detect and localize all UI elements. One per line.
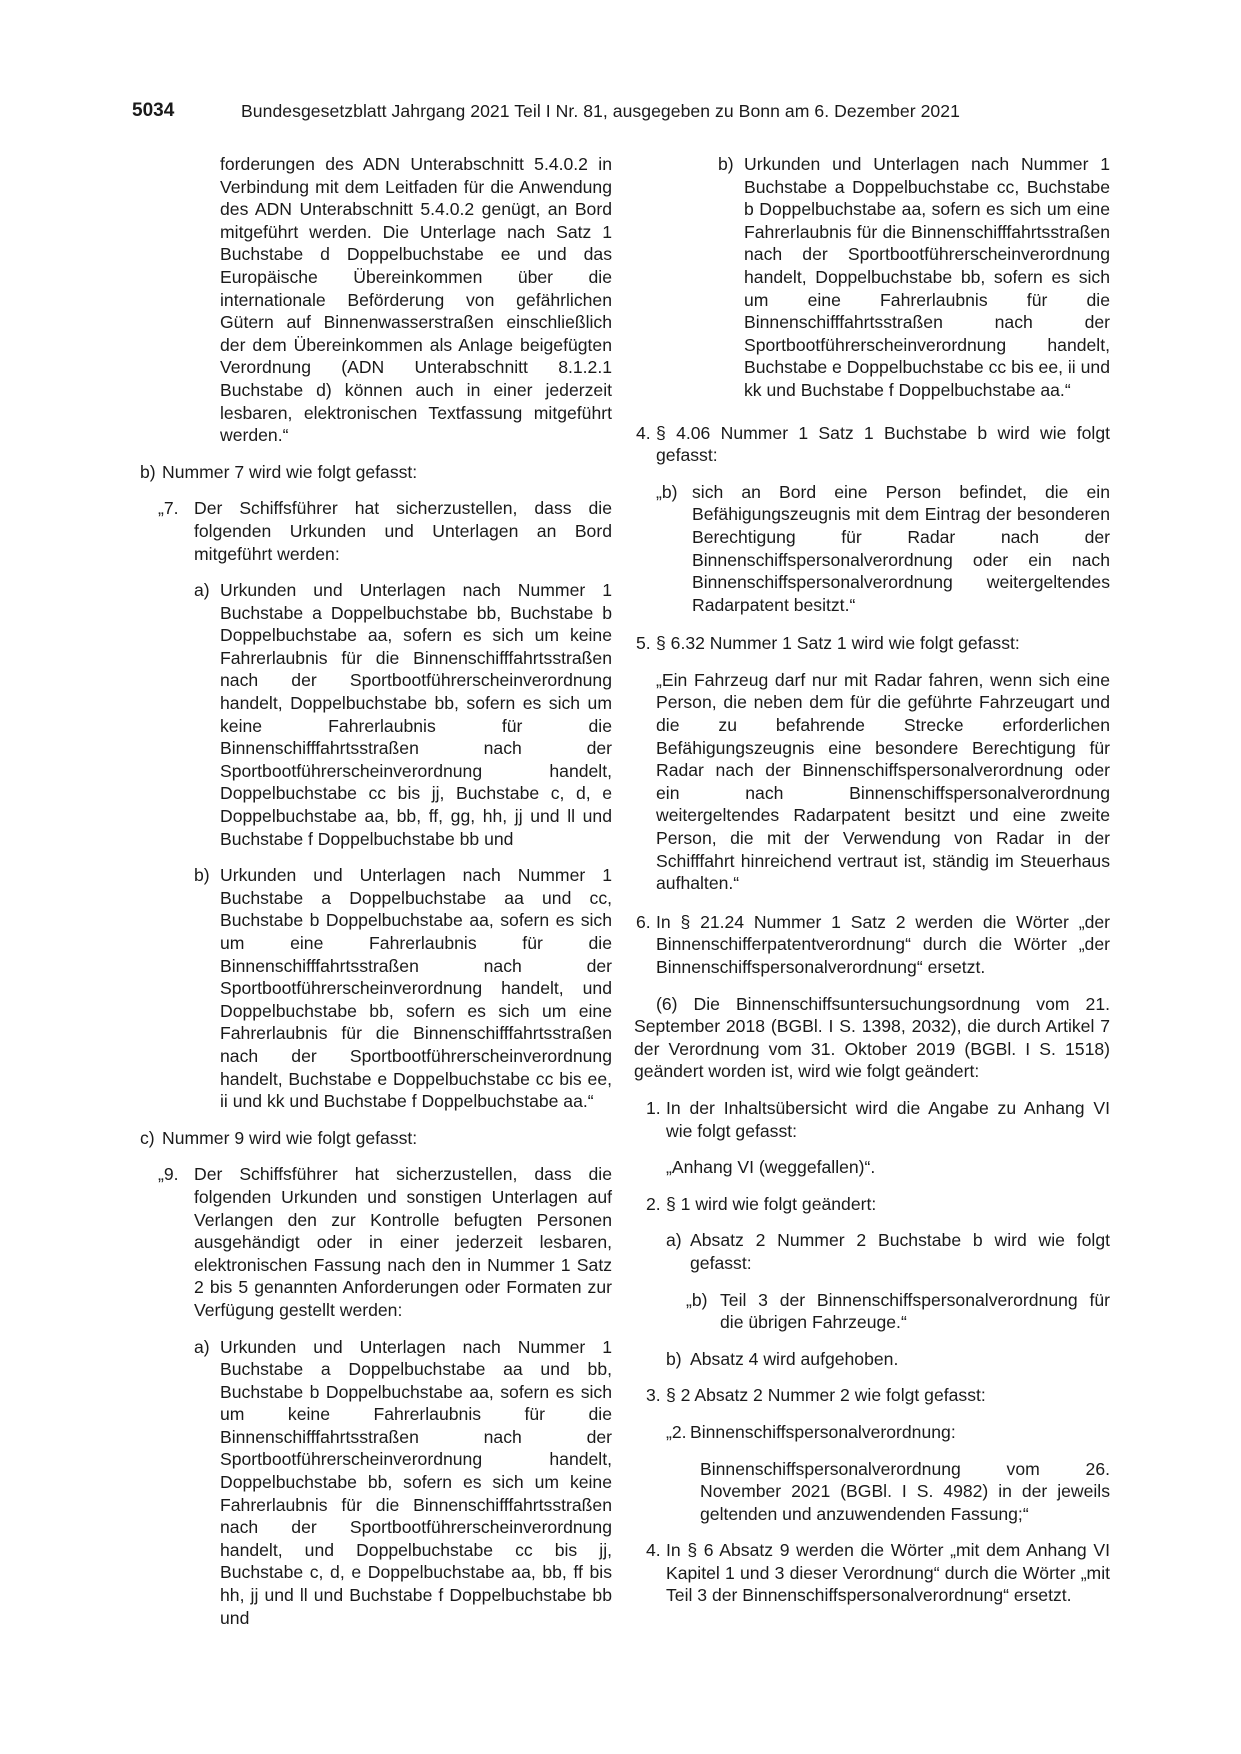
item-label: „b) — [656, 481, 678, 502]
item-label: 3. — [646, 1385, 661, 1406]
item-4: 4. § 4.06 Nummer 1 Satz 1 Buchstabe b wird wie folgt gefasst: — [636, 422, 1110, 466]
item-b-nummer-7: b) Nummer 7 wird wie folgt gefasst: — [140, 461, 418, 482]
item-9b: b) Urkunden und Unterlagen nach Nummer 1 Buchstabe a Doppelbuchstabe cc, Buchstabe b Doppelbuchstabe aa, sofern es sich um eine Fahrerlaubnis für die Binnenschifffahrtsstraßen nach der Sportbootführerscheinverordnung handelt, Doppelbuchstabe bb, sofern es sich um eine Fahrerlaubnis für die Binnenschifffahrtsstraßen nach der Sportbootführerscheinverordnung handelt, Buchstabe e Doppelbuchstabe cc bis ee, ii und kk und Buchstabe f Doppelbuchstabe aa.“ — [718, 154, 1110, 400]
item-j1: 1. In der Inhaltsübersicht wird die Angabe zu Anhang VI wie folgt gefasst: — [646, 1097, 1110, 1141]
paragraph-continuation: forderungen des ADN Unterabschnitt 5.4.0.2 in Verbindung mit dem Leitfaden für die Anwendung des ADN Unterabschnitt 5.4.0.2 genügt, an Bord mitgeführt werden. Die Unterlage nach Satz 1 Buchstabe d Doppelbuchstabe ee und das Europäische Übereinkommen über die internationale Beförderung von gefährlichen Gütern auf Binnenwasserstraßen einschließlich der dem Übereinkommen als Anlage beigefügten Verordnung (ADN Unterabschnitt 8.1.2.1 Buchstabe d) können auch in einer jederzeit lesbaren, elektronischen Textfassung mitgeführt werden.“ — [220, 154, 612, 446]
item-j4: 4. In § 6 Absatz 9 werden die Wörter „mit dem Anhang VI Kapitel 1 und 3 dieser Verordnung“ durch die Wörter „mit Teil 3 der Binnenschiffspersonalverordnung“ ersetzt. — [646, 1540, 1110, 1606]
item-label: 2. — [646, 1193, 661, 1214]
item-label: b) — [718, 154, 734, 174]
item-label: 4. — [646, 1540, 661, 1561]
item-j1-quote: „Anhang VI (weggefallen)“. — [666, 1157, 876, 1178]
running-title: Bundesgesetzblatt Jahrgang 2021 Teil I Nr. 81, ausgegeben zu Bonn am 6. Dezember 2021 — [241, 101, 960, 121]
item-label: b) — [666, 1348, 682, 1369]
item-label: a) — [194, 1336, 210, 1357]
item-7a: a) Urkunden und Unterlagen nach Nummer 1 Buchstabe a Doppelbuchstabe bb, Buchstabe b Doppelbuchstabe aa, sofern es sich um keine Fahrerlaubnis für die Binnenschifffahrtsstraßen nach der Sportbootführerscheinverordnung handelt, Doppelbuchstabe bb, sofern es sich um keine Fahrerlaubnis für die Binnenschifffahrtsstraßen nach der Sportbootführerscheinverordnung handelt, Doppelbuchstabe cc bis jj, Buchstabe c, d, e Doppelbuchstabe aa, bb, ff, gg, hh, jj und ll und Buchstabe f Doppelbuchstabe bb und — [194, 580, 612, 849]
item-j3-body: Binnenschiffspersonalverordnung vom 26. November 2021 (BGBl. I S. 4982) in der jeweils geltenden und anzuwendenden Fassung;“ — [700, 1458, 1110, 1524]
item-label: c) — [140, 1127, 155, 1148]
item-label: 5. — [636, 633, 651, 654]
item-label: b) — [194, 865, 210, 886]
item-4-quote-b: „b) sich an Bord eine Person befindet, die ein Befähigungszeugnis mit dem Eintrag der besonderen Berechtigung für Radar nach der Binnenschiffspersonalverordnung oder ein nach Binnenschiffspersonalverordnung weitergeltendes Radarpatent besitzt.“ — [656, 481, 1110, 615]
item-label: „9. — [158, 1164, 179, 1185]
item-9a: a) Urkunden und Unterlagen nach Nummer 1 Buchstabe a Doppelbuchstabe aa und bb, Buchstabe b Doppelbuchstabe aa, sofern es sich um keine Fahrerlaubnis für die Binnenschifffahrtsstraßen nach der Sportbootführerscheinverordnung handelt, Doppelbuchstabe bb, sofern es sich um keine Fahrerlaubnis für die Binnenschifffahrtsstraßen nach der Sportbootführerscheinverordnung handelt, und Doppelbuchstabe cc bis jj, Buchstabe c, d, e Doppelbuchstabe aa, bb, ff bis hh, jj und ll und Buchstabe f Doppelbuchstabe bb und — [194, 1336, 612, 1628]
item-label: a) — [666, 1230, 682, 1251]
item-5-quote: „Ein Fahrzeug darf nur mit Radar fahren, wenn sich eine Person, die neben dem für die geführte Fahrzeugart und die zu befahrende Strecke erforderlichen Befähigungszeugnis eine besondere Berechtigung für Radar nach der Binnenschiffspersonalverordnung oder ein nach Binnenschiffspersonalverordnung weitergeltendes Radarpatent besitzt und eine zweite Person, die mit der Verwendung von Radar in der Schifffahrt hinreichend vertraut ist, ständig im Steuerhaus aufhalten.“ — [656, 669, 1110, 894]
item-label: a) — [194, 580, 210, 601]
page-number: 5034 — [132, 100, 175, 121]
item-label: „b) — [686, 1289, 708, 1310]
item-j3-quote: „2. Binnenschiffspersonalverordnung: — [666, 1421, 956, 1442]
item-j2: 2. § 1 wird wie folgt geändert: — [646, 1193, 877, 1214]
item-label: b) — [140, 461, 156, 482]
item-nummer-7-quote: „7. Der Schiffsführer hat sicherzustellen, dass die folgenden Urkunden und Unterlagen an Bord mitgeführt werden: — [158, 498, 612, 564]
paragraph-6: (6) Die Binnenschiffsuntersuchungsordnung vom 21. September 2018 (BGBl. I S. 1398, 2032), die durch Artikel 7 der Verordnung vom 31. Oktober 2019 (BGBl. I S. 1518) geändert worden ist, wird wie folgt geändert: — [634, 993, 1110, 1082]
item-c-nummer-9: c) Nummer 9 wird wie folgt gefasst: — [140, 1127, 418, 1148]
item-6: 6. In § 21.24 Nummer 1 Satz 2 werden die Wörter „der Binnenschifferpatentverordnung“ durch die Wörter „der Binnenschiffspersonalverordnung“ ersetzt. — [636, 911, 1110, 977]
right-column — [634, 153, 1110, 1621]
item-j2b: b) Absatz 4 wird aufgehoben. — [666, 1348, 899, 1369]
item-7b: b) Urkunden und Unterlagen nach Nummer 1 Buchstabe a Doppelbuchstabe aa und cc, Buchstabe b Doppelbuchstabe aa, sofern es sich um eine Fahrerlaubnis für die Binnenschifffahrtsstraßen nach der Sportbootführerscheinverordnung handelt, und Doppelbuchstabe bb, sofern es sich um eine Fahrerlaubnis für die Binnenschifffahrtsstraßen nach der Sportbootführerscheinverordnung handelt, Buchstabe e Doppelbuchstabe cc bis ee, ii und kk und Buchstabe f Doppelbuchstabe aa.“ — [194, 865, 612, 1112]
item-label: 6. — [636, 911, 651, 932]
item-label: 1. — [646, 1097, 661, 1118]
item-nummer-9-quote: „9. Der Schiffsführer hat sicherzustellen, dass die folgenden Urkunden und sonstigen Unterlagen auf Verlangen den zur Kontrolle befugten Personen ausgehändigt oder in einer jederzeit lesbaren, elektronischen Fassung nach den in Nummer 1 Satz 2 bis 5 genannten Anforderungen oder Formaten zur Verfügung gestellt werden: — [158, 1164, 612, 1320]
item-j2a: a) Absatz 2 Nummer 2 Buchstabe b wird wie folgt gefasst: — [666, 1230, 1110, 1273]
item-j2a-quote-b: „b) Teil 3 der Binnenschiffspersonalverordnung für die übrigen Fahrzeuge.“ — [686, 1289, 1110, 1333]
item-label: „2. — [666, 1421, 687, 1442]
page-header — [132, 100, 1112, 130]
item-j3: 3. § 2 Absatz 2 Nummer 2 wie folgt gefasst: — [646, 1385, 986, 1406]
item-5: 5. § 6.32 Nummer 1 Satz 1 wird wie folgt gefasst: — [636, 633, 1020, 654]
left-column — [132, 153, 612, 1643]
item-label: 4. — [636, 422, 651, 443]
item-label: „7. — [158, 498, 179, 519]
